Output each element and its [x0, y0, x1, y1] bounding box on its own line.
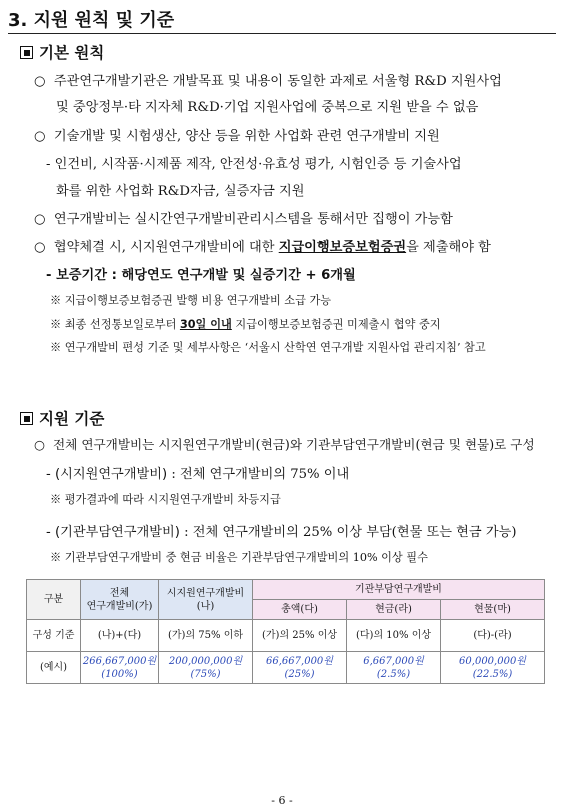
table-cell: 266,667,000원 (100%) [81, 652, 159, 684]
note: ※ 연구개발비 편성 기준 및 세부사항은 ‘서울시 산학연 연구개발 지원사업 관리지침’ 참고 [50, 341, 486, 354]
list-item: ○ 협약체결 시, 시지원연구개발비에 대한 지급이행보증보험증권을 제출해야 함 [34, 240, 491, 255]
header-sum: 총액(다) [253, 600, 347, 620]
table-cell: (다)-(라) [441, 620, 545, 652]
sub-item: - 인건비, 시작품·시제품 제작, 안전성·유효성 평가, 시험인증 등 기술사업 [46, 157, 462, 172]
list-item: ○ 연구개발비는 실시간연구개발비관리시스템을 통해서만 집행이 가능함 [34, 212, 453, 227]
note: ※ 기관부담연구개발비 중 현금 비율은 기관부담연구개발비의 10% 이상 필수 [50, 551, 428, 564]
table-cell: (가)의 25% 이상 [253, 620, 347, 652]
row-label: (예시) [27, 652, 81, 684]
list-item: ○ 주관연구개발기관은 개발목표 및 내용이 동일한 과제로 서울형 R&D 지원사업 [34, 74, 502, 89]
header-institution: 기관부담연구개발비 [253, 580, 545, 600]
list-item: ○ 기술개발 및 시험생산, 양산 등을 위한 사업화 관련 연구개발비 지원 [34, 129, 440, 144]
header-city: 시지원연구개발비 (나) [159, 580, 253, 620]
emphasis-text: 지급이행보증보험증권 [278, 240, 407, 255]
sub-item: - (기관부담연구개발비) : 전체 연구개발비의 25% 이상 부담(현물 또는 현금 가능) [46, 525, 517, 540]
sub-item: - (시지원연구개발비) : 전체 연구개발비의 75% 이내 [46, 467, 350, 482]
note: ※ 평가결과에 따라 시지원연구개발비 차등지급 [50, 493, 281, 506]
filled-square-icon [20, 412, 33, 425]
title-divider [8, 33, 556, 34]
header-in-kind: 현물(마) [441, 600, 545, 620]
emphasis-text: 30일 이내 [179, 318, 232, 331]
list-item-continuation: 및 중앙정부·타 지자체 R&D·기업 지원사업에 중복으로 지원 받을 수 없음 [56, 100, 479, 115]
table-cell: (가)의 75% 이하 [159, 620, 253, 652]
table-cell: (나)+(다) [81, 620, 159, 652]
row-label: 구성 기준 [27, 620, 81, 652]
table-row [27, 620, 545, 652]
note: ※ 최종 선정통보일로부터 30일 이내 지급이행보증보험증권 미제출시 협약 중지 [50, 318, 441, 331]
sub-item-continuation: 화를 위한 사업화 R&D자금, 실증자금 지원 [56, 184, 305, 199]
filled-square-icon [20, 46, 33, 59]
table-row [27, 652, 545, 684]
table-cell: 6,667,000원 (2.5%) [347, 652, 441, 684]
page-title: 3. 지원 원칙 및 기준 [8, 10, 175, 31]
page-number: - 6 - [271, 794, 293, 807]
header-gubun: 구분 [27, 580, 81, 620]
section-heading: 기본 원칙 [39, 44, 105, 62]
budget-composition-table [26, 579, 545, 684]
section-basic-principles [20, 41, 104, 63]
section-heading: 지원 기준 [39, 410, 105, 428]
list-item: ○ 전체 연구개발비는 시지원연구개발비(현금)와 기관부담연구개발비(현금 및 현물)로 구성 [34, 437, 535, 452]
header-total: 전체 연구개발비(가) [81, 580, 159, 620]
table-cell: 60,000,000원 (22.5%) [441, 652, 545, 684]
table-cell: 200,000,000원 (75%) [159, 652, 253, 684]
table-cell: (다)의 10% 이상 [347, 620, 441, 652]
sub-item-guarantee-period: - 보증기간 : 해당연도 연구개발 및 실증기간 + 6개월 [46, 268, 356, 283]
table-cell: 66,667,000원 (25%) [253, 652, 347, 684]
note: ※ 지급이행보증보험증권 발행 비용 연구개발비 소급 가능 [50, 294, 332, 307]
section-support-criteria [20, 407, 104, 429]
header-cash: 현금(라) [347, 600, 441, 620]
